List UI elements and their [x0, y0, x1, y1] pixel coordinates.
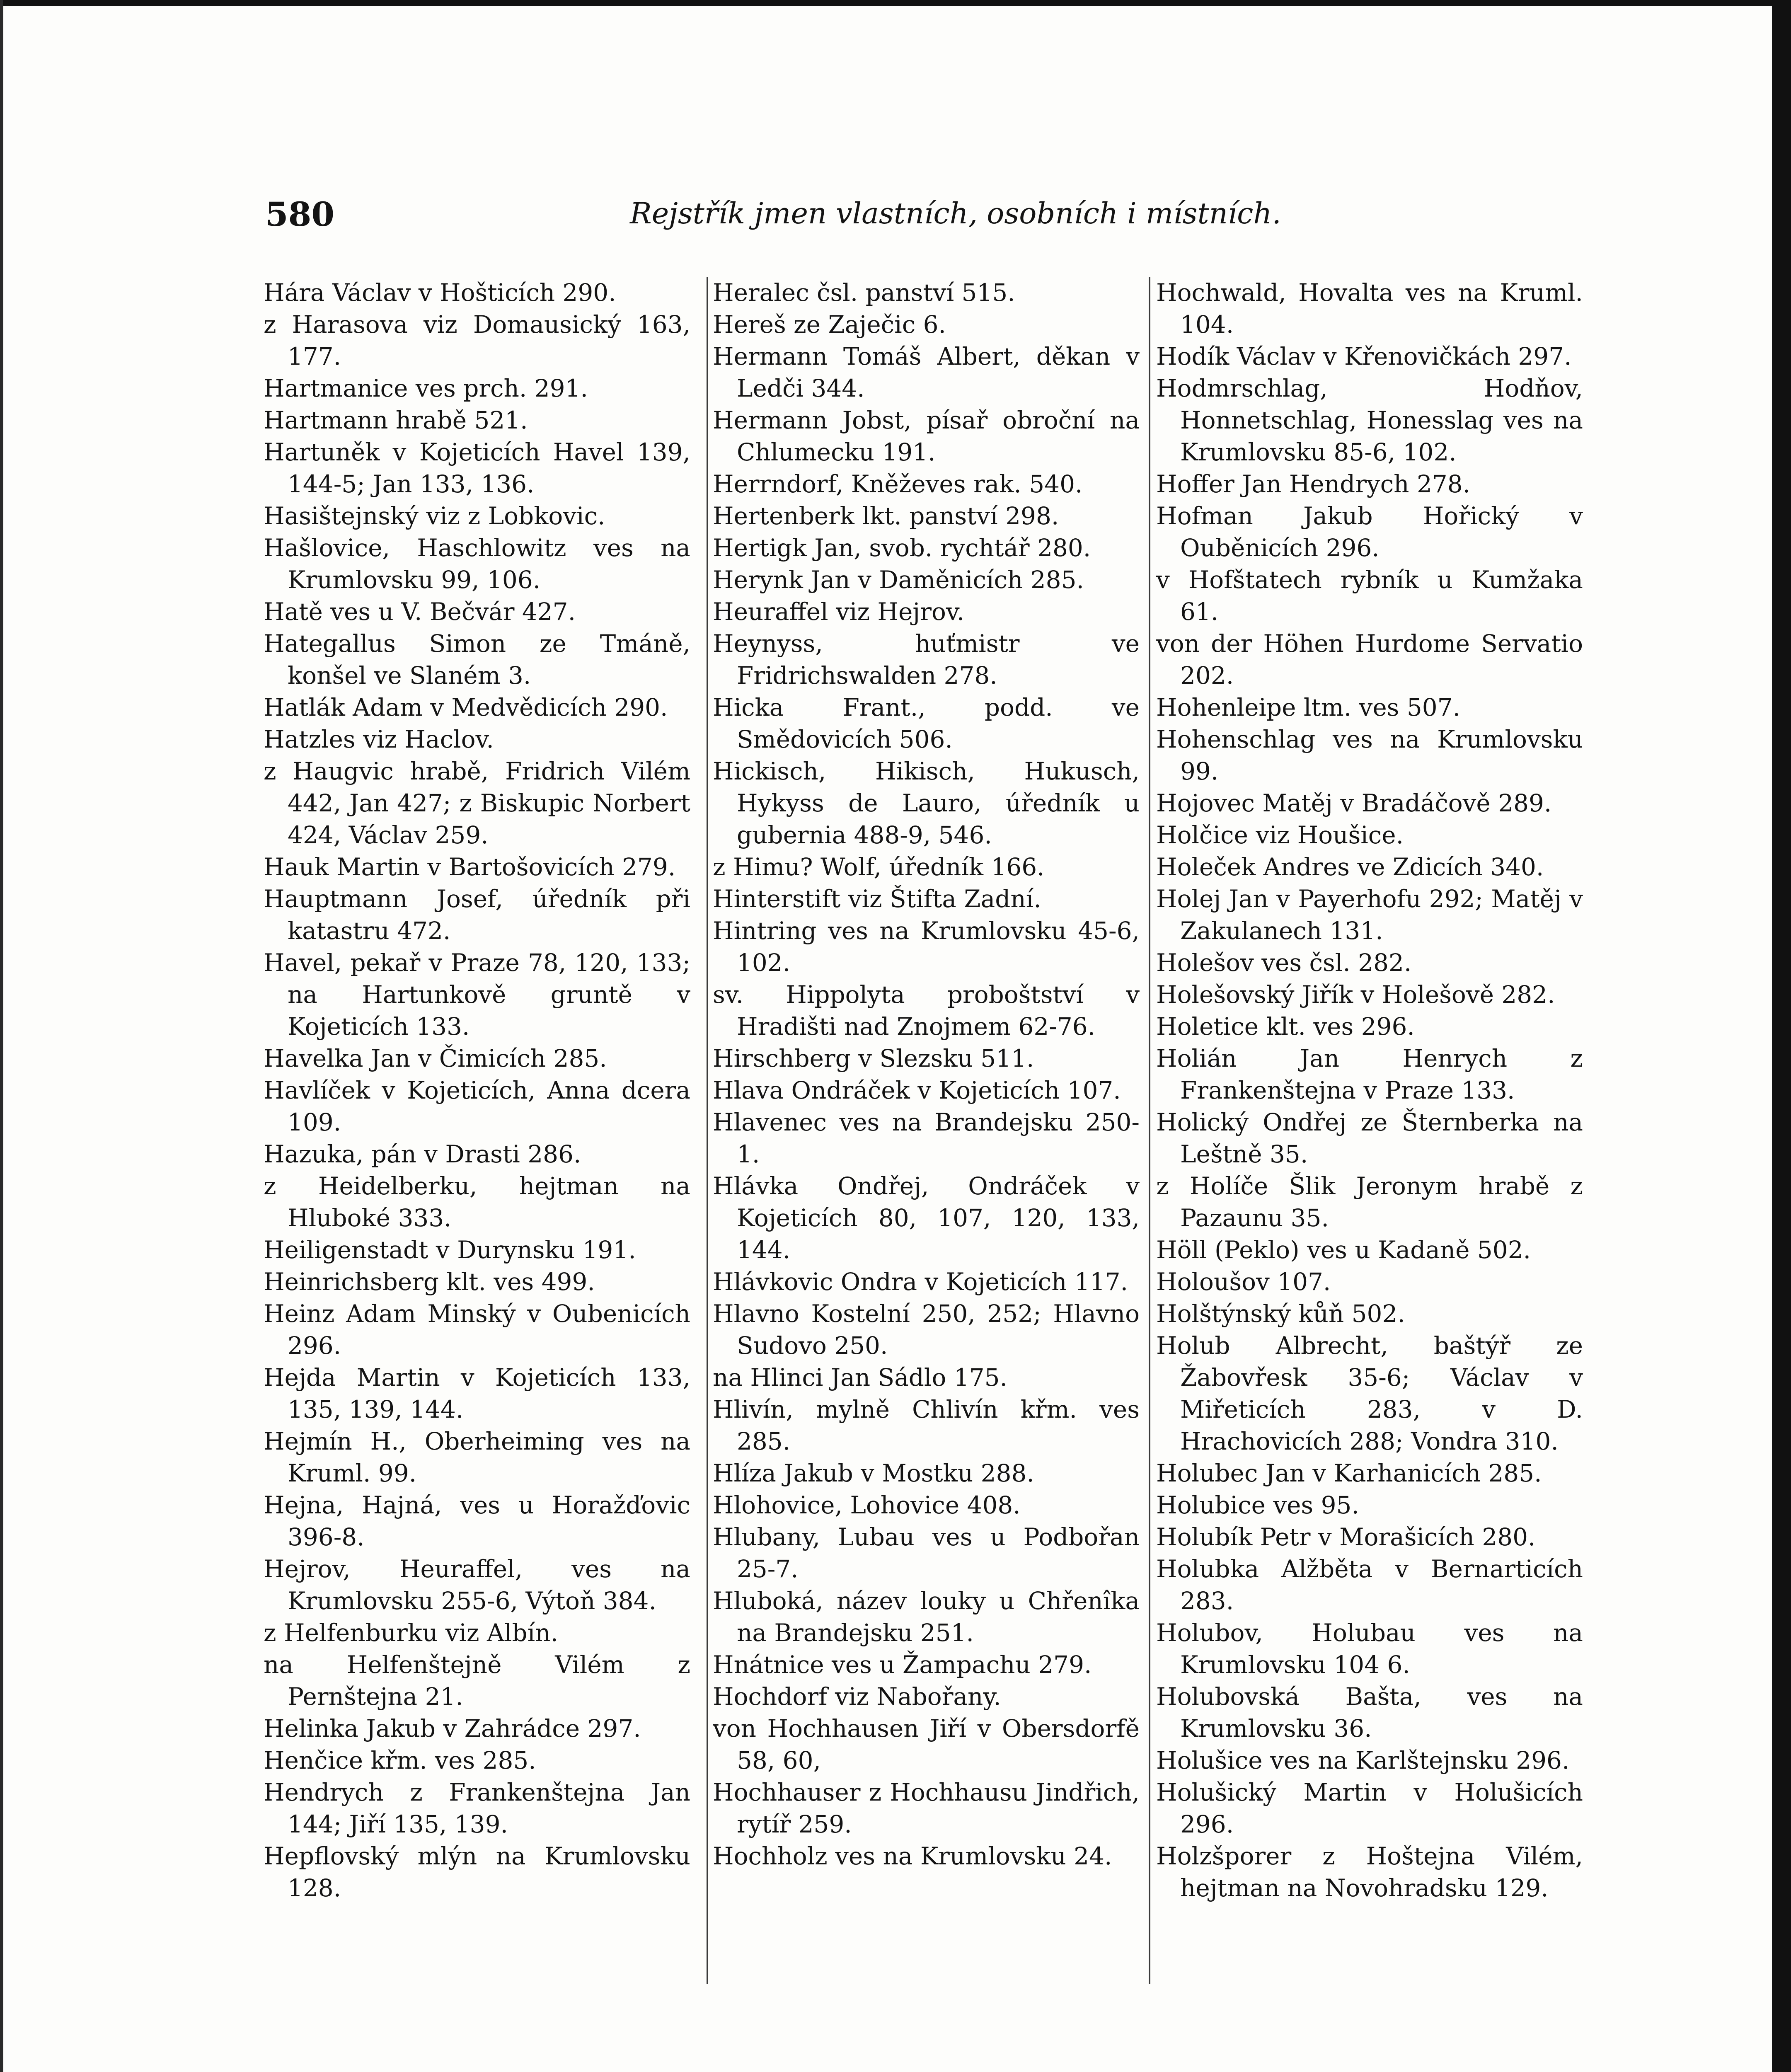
- index-entry: Heralec čsl. panství 515.: [713, 278, 1015, 307]
- index-entry: Hauk Martin v Bartošovicích 279.: [264, 853, 676, 881]
- index-entry: Havlíček v Kojeticích, Anna dcera 109.: [264, 1076, 690, 1136]
- index-entry: Hejda Martin v Kojeticích 133, 135, 139, 144.: [264, 1363, 690, 1423]
- index-entry: Holešov ves čsl. 282.: [1156, 949, 1412, 977]
- index-entry: z Heidelberku, hejtman na Hluboké 333.: [264, 1172, 690, 1232]
- index-entry: Hicka Frant., podd. ve Smědovicích 506.: [713, 693, 1140, 753]
- index-entry: Holubice ves 95.: [1156, 1491, 1359, 1519]
- index-entry: Heynyss, huťmistr ve Fridrichswalden 278.: [713, 629, 1140, 690]
- index-entry: Herrndorf, Kněževes rak. 540.: [713, 470, 1083, 498]
- index-entry: Hereš ze Zaječic 6.: [713, 310, 946, 339]
- index-entry: z Himu? Wolf, úředník 166.: [713, 853, 1045, 881]
- index-entry: Holušice ves na Karlštejnsku 296.: [1156, 1746, 1570, 1774]
- index-entry: Holetice klt. ves 296.: [1156, 1012, 1415, 1041]
- index-entry: Holubov, Holubau ves na Krumlovsku 104 6.: [1156, 1619, 1583, 1679]
- index-entry: Hirschberg v Slezsku 511.: [713, 1044, 1034, 1072]
- index-entry: Hochholz ves na Krumlovsku 24.: [713, 1842, 1112, 1870]
- column-divider: [1149, 277, 1150, 1984]
- index-entry: Hlavenec ves na Brandejsku 250-1.: [713, 1108, 1140, 1168]
- index-entry: Hartmann hrabě 521.: [264, 406, 528, 434]
- index-entry: Hasištejnský viz z Lobkovic.: [264, 502, 605, 530]
- index-entry: Hickisch, Hikisch, Hukusch, Hykyss de Lauro, úředník u gubernia 488-9, 546.: [713, 757, 1140, 849]
- index-entry: Havelka Jan v Čimicích 285.: [264, 1044, 607, 1072]
- index-entry: Havel, pekař v Praze 78, 120, 133; na Hartunkově gruntě v Kojeticích 133.: [264, 949, 690, 1041]
- index-entry: Heuraffel viz Hejrov.: [713, 598, 965, 626]
- index-entry: Holubovská Bašta, ves na Krumlovsku 36.: [1156, 1682, 1583, 1743]
- index-entry: Holubec Jan v Karhanicích 285.: [1156, 1459, 1542, 1487]
- index-column-1: [264, 277, 690, 2017]
- index-entry: z Haugvic hrabě, Fridrich Vilém 442, Jan 427; z Biskupic Norbert 424, Václav 259.: [264, 757, 690, 849]
- index-entry: Hlíza Jakub v Mostku 288.: [713, 1459, 1034, 1487]
- index-entry: Holubka Alžběta v Bernarticích 283.: [1156, 1555, 1583, 1615]
- index-column-3: [1156, 277, 1583, 2017]
- index-entry: Hejna, Hajná, ves u Horažďovic 396-8.: [264, 1491, 690, 1551]
- index-entry: z Helfenburku viz Albín.: [264, 1619, 558, 1647]
- index-entry: Holický Ondřej ze Šternberka na Leštně 35.: [1156, 1108, 1583, 1168]
- index-entry: Hnátnice ves u Žampachu 279.: [713, 1651, 1092, 1679]
- index-entry: Hlava Ondráček v Kojeticích 107.: [713, 1076, 1121, 1104]
- index-entry: Heinrichsberg klt. ves 499.: [264, 1268, 595, 1296]
- index-column-2: [713, 277, 1140, 2017]
- index-entry: Hašlovice, Haschlowitz ves na Krumlovsku 99, 106.: [264, 534, 690, 594]
- index-entry: Helinka Jakub v Zahrádce 297.: [264, 1714, 641, 1743]
- index-entry: Hoffer Jan Hendrych 278.: [1156, 470, 1471, 498]
- index-entry: Höll (Peklo) ves u Kadaně 502.: [1156, 1236, 1531, 1264]
- index-entry: Hazuka, pán v Drasti 286.: [264, 1140, 581, 1168]
- index-entry: Hategallus Simon ze Tmáně, konšel ve Slaném 3.: [264, 629, 690, 690]
- scan-border-top: [0, 0, 1791, 6]
- index-entry: Holeček Andres ve Zdicích 340.: [1156, 853, 1544, 881]
- index-entry: Hertenberk lkt. panství 298.: [713, 502, 1059, 530]
- running-title: Rejstřík jmen vlastních, osobních i místních.: [630, 196, 1281, 230]
- index-entry: Hertigk Jan, svob. rychtář 280.: [713, 534, 1091, 562]
- index-entry: Hohenschlag ves na Krumlovsku 99.: [1156, 725, 1583, 785]
- index-entry: Hofman Jakub Hořický v Ouběnicích 296.: [1156, 502, 1583, 562]
- index-entry: Holubík Petr v Morašicích 280.: [1156, 1523, 1536, 1551]
- index-entry: Hohenleipe ltm. ves 507.: [1156, 693, 1461, 721]
- index-entry: Hochdorf viz Nabořany.: [713, 1682, 1001, 1711]
- index-entry: Hartmanice ves prch. 291.: [264, 374, 588, 402]
- index-entry: Hepflovský mlýn na Krumlovsku 128.: [264, 1842, 690, 1902]
- index-entry: Hochwald, Hovalta ves na Kruml. 104.: [1156, 278, 1583, 339]
- index-entry: na Helfenštejně Vilém z Pernštejna 21.: [264, 1651, 690, 1711]
- index-entry: Hlavno Kostelní 250, 252; Hlavno Sudovo 250.: [713, 1300, 1140, 1360]
- index-entry: von der Höhen Hurdome Servatio 202.: [1156, 629, 1583, 690]
- index-entry: Holián Jan Henrych z Frankenštejna v Praze 133.: [1156, 1044, 1583, 1104]
- index-entry: Hatzles viz Haclov.: [264, 725, 494, 753]
- index-entry: Holzšporer z Hoštejna Vilém, hejtman na Novohradsku 129.: [1156, 1842, 1583, 1902]
- index-entry: Hendrych z Frankenštejna Jan 144; Jiří 135, 139.: [264, 1778, 690, 1838]
- index-entry: Hejrov, Heuraffel, ves na Krumlovsku 255-6, Výtoň 384.: [264, 1555, 690, 1615]
- column-divider: [707, 277, 708, 1984]
- index-entry: z Holíče Šlik Jeronym hrabě z Pazaunu 35.: [1156, 1172, 1583, 1232]
- index-entry: Henčice křm. ves 285.: [264, 1746, 536, 1774]
- index-entry: Hermann Tomáš Albert, děkan v Ledči 344.: [713, 342, 1140, 402]
- index-entry: Hlávkovic Ondra v Kojeticích 117.: [713, 1268, 1128, 1296]
- index-entry: Holštýnský kůň 502.: [1156, 1300, 1405, 1328]
- index-entry: Hodík Václav v Křenovičkách 297.: [1156, 342, 1572, 370]
- index-entry: Hauptmann Josef, úředník při katastru 472.: [264, 885, 690, 945]
- index-entry: Hlubany, Lubau ves u Podbořan 25-7.: [713, 1523, 1140, 1583]
- index-entry: Hojovec Matěj v Bradáčově 289.: [1156, 789, 1552, 817]
- index-entry: z Harasova viz Domausický 163, 177.: [264, 310, 690, 370]
- index-entry: Heiligenstadt v Durynsku 191.: [264, 1236, 636, 1264]
- index-entry: Holešovský Jiřík v Holešově 282.: [1156, 980, 1555, 1009]
- index-entry: Hartuněk v Kojeticích Havel 139, 144-5; Jan 133, 136.: [264, 438, 690, 498]
- index-entry: Hlivín, mylně Chlivín křm. ves 285.: [713, 1395, 1140, 1455]
- index-entry: Holej Jan v Payerhofu 292; Matěj v Zakulanech 131.: [1156, 885, 1583, 945]
- page-number: 580: [265, 195, 334, 234]
- index-entry: Hochhauser z Hochhausu Jindřich, rytíř 259.: [713, 1778, 1140, 1838]
- index-entry: na Hlinci Jan Sádlo 175.: [713, 1363, 1007, 1392]
- index-entry: Hlohovice, Lohovice 408.: [713, 1491, 1021, 1519]
- scan-border-right: [1772, 0, 1791, 2072]
- index-entry: Holoušov 107.: [1156, 1268, 1331, 1296]
- index-entry: Hintring ves na Krumlovsku 45-6, 102.: [713, 917, 1140, 977]
- index-entry: Holub Albrecht, baštýř ze Žabovřesk 35-6; Václav v Miřeticích 283, v D. Hrachovicích 288; Vondra 310.: [1156, 1331, 1583, 1455]
- index-entry: sv. Hippolyta proboštství v Hradišti nad Znojmem 62-76.: [713, 980, 1140, 1041]
- index-entry: von Hochhausen Jiří v Obersdorfě 58, 60,: [713, 1714, 1140, 1774]
- index-entry: Hlávka Ondřej, Ondráček v Kojeticích 80, 107, 120, 133, 144.: [713, 1172, 1140, 1264]
- scan-border-left: [0, 0, 3, 2072]
- index-entry: Herynk Jan v Daměnicích 285.: [713, 566, 1084, 594]
- index-entry: Hatě ves u V. Bečvár 427.: [264, 598, 576, 626]
- index-entry: Hinterstift viz Štifta Zadní.: [713, 885, 1041, 913]
- index-entry: Heinz Adam Minský v Oubenicích 296.: [264, 1300, 690, 1360]
- index-entry: Holčice viz Houšice.: [1156, 821, 1404, 849]
- index-entry: Hodmrschlag, Hodňov, Honnetschlag, Honesslag ves na Krumlovsku 85-6, 102.: [1156, 374, 1583, 466]
- index-entry: Holušický Martin v Holušicích 296.: [1156, 1778, 1583, 1838]
- index-entry: Hejmín H., Oberheiming ves na Kruml. 99.: [264, 1427, 690, 1487]
- index-entry: Hluboká, název louky u Chřenîka na Brandejsku 251.: [713, 1587, 1140, 1647]
- index-entry: Hára Václav v Hošticích 290.: [264, 278, 616, 307]
- index-entry: Hermann Jobst, písař obroční na Chlumecku 191.: [713, 406, 1140, 466]
- index-entry: v Hofštatech rybník u Kumžaka 61.: [1156, 566, 1583, 626]
- index-entry: Hatlák Adam v Medvědicích 290.: [264, 693, 668, 721]
